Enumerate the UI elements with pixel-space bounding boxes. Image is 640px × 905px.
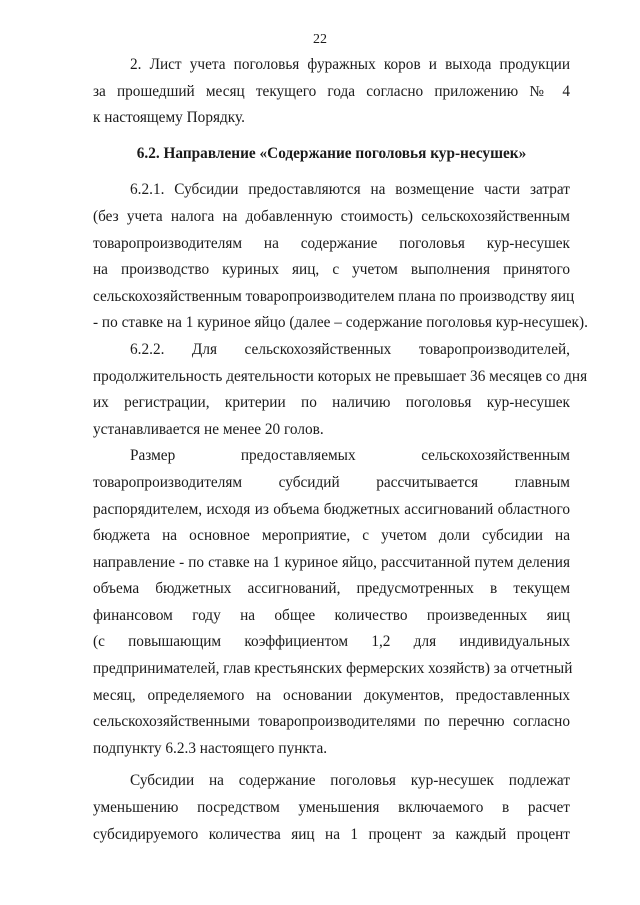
text-line: сельскохозяйственным товаропроизводителем плана по производству яиц (93, 287, 575, 305)
text-line: товаропроизводителям на содержание поголовья кур-несушек (93, 234, 570, 252)
document-body (93, 52, 588, 848)
text-line: товаропроизводителям субсидий рассчитывается главным (93, 473, 570, 491)
paragraph (93, 443, 573, 762)
text-line: 6.2.1. Субсидии предоставляются на возмещение части затрат (130, 181, 570, 199)
text-line: устанавливается не менее 20 голов. (93, 420, 324, 438)
text-line: объема бюджетных ассигнований, предусмотренных в текущем (93, 580, 570, 598)
text-line: Размер предоставляемых сельскохозяйственным (130, 447, 570, 465)
text-line: - по ставке на 1 куриное яйцо (далее – содержание поголовья кур-несушек). (93, 314, 588, 332)
paragraph (93, 177, 588, 337)
text-line: 2. Лист учета поголовья фуражных коров и выхода продукции (130, 56, 570, 73)
text-line: финансовом году на общее количество произведенных яиц (93, 606, 570, 624)
text-line: направление - по ставке на 1 куриное яйцо, рассчитанной путем деления (93, 553, 570, 571)
text-line: (без учета налога на добавленную стоимость) сельскохозяйственным (93, 207, 570, 225)
text-line: за прошедший месяц текущего года согласно приложению № 4 (93, 82, 570, 100)
text-line: продолжительность деятельности которых не превышает 36 месяцев со дня (93, 367, 588, 385)
page-number: 22 (313, 32, 327, 47)
paragraph (93, 52, 570, 132)
text-line: подпункту 6.2.3 настоящего пункта. (93, 739, 328, 757)
paragraph (93, 768, 570, 848)
text-line: распорядителем, исходя из объема бюджетных ассигнований областного (93, 500, 570, 518)
text-line: месяц, определяемого на основании документов, предоставленных (93, 686, 570, 704)
text-line: сельскохозяйственными товаропроизводителями по перечню согласно (93, 713, 570, 731)
text-line: их регистрации, критерии по наличию поголовья кур-несушек (93, 394, 570, 412)
text-line: 6.2.2. Для сельскохозяйственных товаропроизводителей, (130, 340, 570, 358)
text-line: субсидируемого количества яиц на 1 процент за каждый процент (93, 825, 570, 843)
paragraph (93, 337, 588, 443)
text-line: предпринимателей, глав крестьянских фермерских хозяйств) за отчетный (93, 660, 573, 678)
text-line: на производство куриных яиц, с учетом выполнения принятого (93, 261, 570, 279)
text-line: к настоящему Порядку. (93, 109, 245, 127)
text-line: (с повышающим коэффициентом 1,2 для индивидуальных (93, 633, 570, 651)
text-line: бюджета на основное мероприятие, с учетом доли субсидии на (93, 527, 570, 545)
section-heading: 6.2. Направление «Содержание поголовья кур-несушек» (136, 144, 527, 162)
text-line: уменьшению посредством уменьшения включаемого в расчет (93, 799, 570, 817)
text-line: Субсидии на содержание поголовья кур-несушек подлежат (130, 772, 570, 790)
